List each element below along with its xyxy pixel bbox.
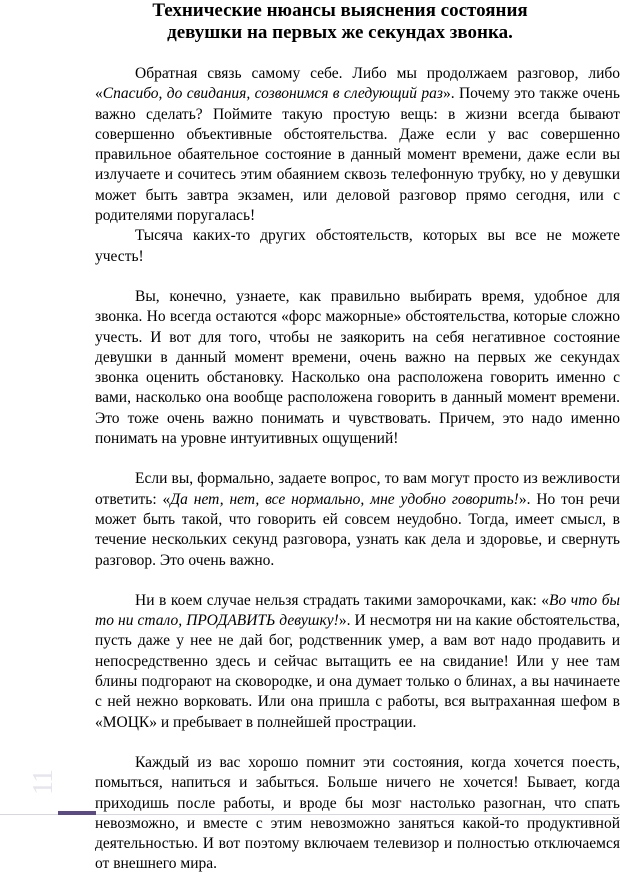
paragraph-1: Обратная связь самому себе. Либо мы продолжаем разговор, либо «Спасибо, до свидания, созвонимся в следующий раз». Почему это также очень важно сделать? Поймите такую простую вещь: в жизни всегда бывают совершенно объективные обстоятельства. Даже если у вас совершенно правильное обаятельное состояние в данный момент времени, даже если вы излучаете и сочитесь этим обаянием сквозь телефонную трубку, но у девушки может быть завтра экзамен, или деловой разговор прямо сегодня, или с родителями поругалась!	[95, 65, 620, 225]
article-body	[95, 64, 620, 875]
quote-italic: Да нет, нет, все нормально, мне удобно говорить!	[170, 490, 519, 508]
page-number: 11	[28, 770, 59, 795]
paragraph-6: Каждый из вас хорошо помнит эти состояния, когда хочется поесть, помыться, напиться и забыться. Больше ничего не хочется! Бывает, когда приходишь после работы, и вроде бы мозг настолько разогнан, что спать невозможно, и вместе с этим невозможно заняться какой-то продуктивной деятельностью. И вот поэтому включаем телевизор и полностью отключаемся от внешнего мира.	[95, 753, 620, 873]
paragraph-3: Вы, конечно, узнаете, как правильно выбирать время, удобное для звонка. Но всегда остаются «форс мажорные» обстоятельства, которые сложно учесть. И вот для того, чтобы не заякорить на себя негативное состояние девушки в данный момент времени, очень важно на первых же секундах звонка оценить обстановку. Насколько она расположена говорить именно с вами, насколько она вообще расположена говорить в данный момент времени. Это тоже очень важно понимать и чувствовать. Причем, это надо именно понимать на уровне интуитивных ощущений!	[95, 287, 620, 448]
paragraph-4: Если вы, формально, задаете вопрос, то вам могут просто из вежливости ответить: «Да нет, нет, все нормально, мне удобно говорить!». Но тон речи может быть такой, что говорить ей совсем неудобно. Тогда, имеет смысл, в течение нескольких секунд разговора, узнать как дела и здоровье, и свернуть разговор. Это очень важно.	[95, 470, 620, 569]
paragraph-2: Тысяча каких-то других обстоятельств, которых вы все не можете учесть!	[95, 227, 620, 265]
quote-italic: Во что бы то ни стало, ПРОДАВИТЬ девушку!	[95, 591, 620, 630]
quote-italic: Спасибо, до свидания, созвонимся в следующий раз	[102, 85, 443, 103]
title-line-1: Технические нюансы выяснения состояния	[152, 0, 528, 21]
paragraph-5: Ни в коем случае нельзя страдать такими заморочками, как: «Во что бы то ни стало, ПРОДАВИТЬ девушку!». И несмотря ни на какие обстоятельства, пусть даже у нее не дай бог, родственник умер, а вам вот надо продавить и непосредственно здесь и сейчас вытащить ее на свидание! Или у нее там блины подгорают на сковородке, и она думает только о блинах, а вы начинаете с ней нежно ворковать. Или она пришла с работы, вся вытраханная шефом в «МОЦК» и пребывает в полнейшей прострации.	[95, 591, 620, 731]
bottom-accent-bar	[58, 811, 96, 815]
page-title	[95, 0, 585, 44]
title-line-2: девушки на первых же секундах звонка.	[167, 22, 513, 43]
